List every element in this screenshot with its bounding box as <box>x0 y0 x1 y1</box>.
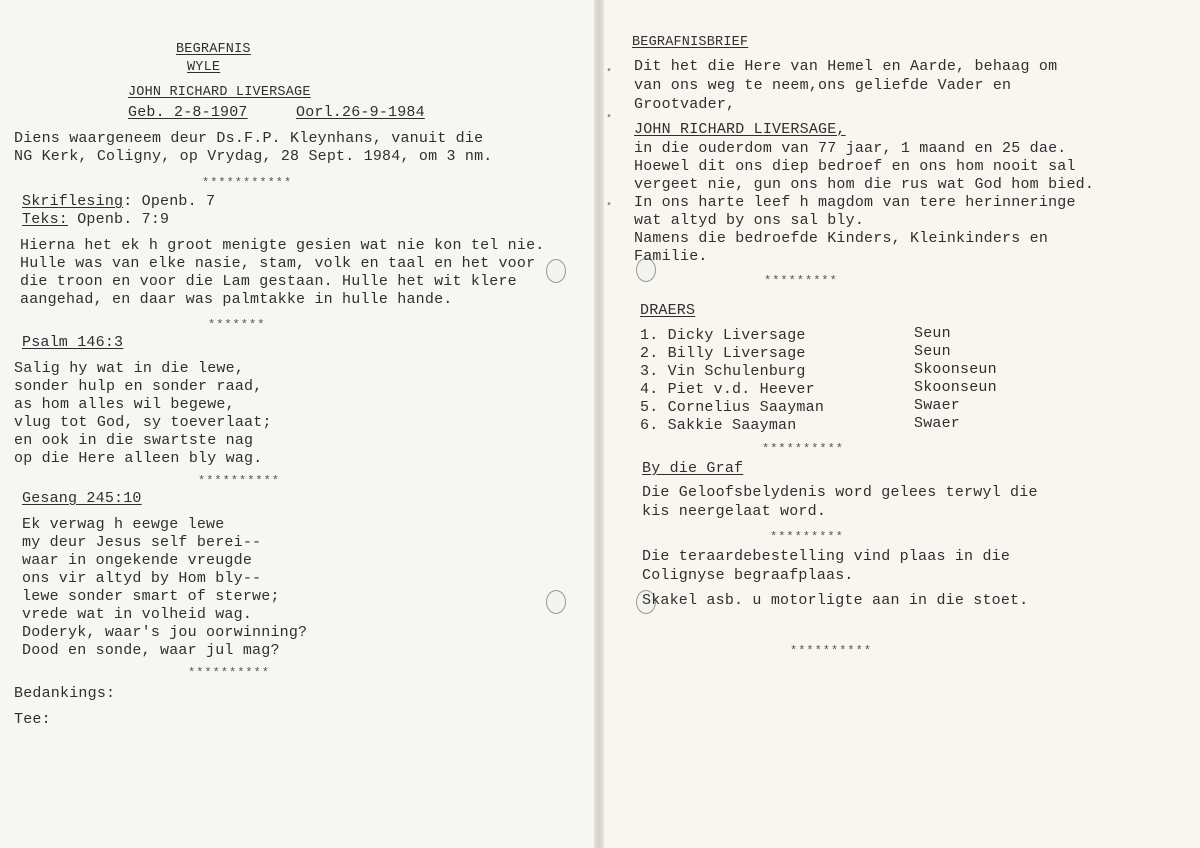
bearer-name: 5. Cornelius Saayman <box>640 399 825 416</box>
reading-value: : Openb. 7 <box>123 193 216 210</box>
deceased-name-right: JOHN RICHARD LIVERSAGE, <box>634 121 846 138</box>
text-label: Teks: <box>22 211 69 228</box>
margin-mark: • <box>606 200 613 211</box>
psalm-line: vlug tot God, sy toeverlaat; <box>14 414 272 431</box>
verse-line: Hulle was van elke nasie, stam, volk en taal en het voor <box>20 255 536 272</box>
gesang-line: ons vir altyd by Hom bly-- <box>22 570 262 587</box>
grave-line: kis neergelaat word. <box>642 503 827 520</box>
divider: ********** <box>188 666 271 680</box>
letter-heading: BEGRAFNISBRIEF <box>632 35 749 50</box>
psalm-line: as hom alles wil begewe, <box>14 396 235 413</box>
divider: *********** <box>202 176 293 190</box>
reading-label: Skriflesing <box>22 193 124 210</box>
gesang-line: my deur Jesus self berei-- <box>22 534 262 551</box>
tea-label: Tee: <box>14 711 51 728</box>
divider: ********** <box>762 442 845 456</box>
body-line: wat altyd by ons sal bly. <box>634 212 865 229</box>
bearer-relation: Seun <box>914 325 951 342</box>
thanks-label: Bedankings: <box>14 685 116 702</box>
deceased-name: JOHN RICHARD LIVERSAGE <box>128 85 311 100</box>
gesang-line: vrede wat in volheid wag. <box>22 606 253 623</box>
verse-line: die troon en voor die Lam gestaan. Hulle het wit klere <box>20 273 517 290</box>
bearer-name: 1. Dicky Liversage <box>640 327 806 344</box>
divider: ********* <box>770 530 844 544</box>
margin-mark: • <box>606 66 613 77</box>
sermon-text <box>22 211 169 229</box>
bearer-relation: Swaer <box>914 397 961 414</box>
birth-date: Geb. 2-8-1907 <box>128 104 248 121</box>
bearer-name: 2. Billy Liversage <box>640 345 806 362</box>
bearer-relation: Swaer <box>914 415 961 432</box>
gesang-title: Gesang 245:10 <box>22 490 142 507</box>
gesang-line: Doderyk, waar's jou oorwinning? <box>22 624 308 641</box>
scripture-reading <box>22 193 215 211</box>
body-line: vergeet nie, gun ons hom die rus wat God hom bied. <box>634 176 1095 193</box>
psalm-line: Salig hy wat in die lewe, <box>14 360 245 377</box>
bearer-name: 6. Sakkie Saayman <box>640 417 797 434</box>
psalm-line: en ook in die swartste nag <box>14 432 254 449</box>
punch-hole <box>546 590 566 614</box>
body-line: Familie. <box>634 248 708 265</box>
margin-mark: • <box>606 112 613 123</box>
heading-wyle: WYLE <box>187 60 221 75</box>
body-line: Hoewel dit ons diep bedroef en ons hom nooit sal <box>634 158 1076 175</box>
intro-line: Grootvader, <box>634 96 736 113</box>
service-line-1: Diens waargeneem deur Ds.F.P. Kleynhans, vanuit die <box>14 130 484 147</box>
psalm-title: Psalm 146:3 <box>22 334 124 351</box>
grave-line: Die Geloofsbelydenis word gelees terwyl die <box>642 484 1038 501</box>
verse-line: aangehad, en daar was palmtakke in hulle hande. <box>20 291 453 308</box>
page-fold <box>594 0 604 848</box>
gesang-line: Dood en sonde, waar jul mag? <box>22 642 280 659</box>
divider: ******* <box>208 318 266 332</box>
heading-begrafnis: BEGRAFNIS <box>176 42 251 57</box>
bearer-name: 3. Vin Schulenburg <box>640 363 806 380</box>
burial-line: Colignyse begraafplaas. <box>642 567 854 584</box>
intro-line: van ons weg te neem,ons geliefde Vader en <box>634 77 1012 94</box>
gesang-line: waar in ongekende vreugde <box>22 552 253 569</box>
burial-line: Die teraardebestelling vind plaas in die <box>642 548 1011 565</box>
bearer-name: 4. Piet v.d. Heever <box>640 381 815 398</box>
car-lights-note: Skakel asb. u motorligte aan in die stoet. <box>642 592 1029 609</box>
bearers-title: DRAERS <box>640 302 696 319</box>
bearer-relation: Skoonseun <box>914 379 997 396</box>
gesang-line: lewe sonder smart of sterwe; <box>22 588 280 605</box>
body-line: In ons harte leef h magdom van tere herinneringe <box>634 194 1076 211</box>
body-line: Namens die bedroefde Kinders, Kleinkinders en <box>634 230 1049 247</box>
service-line-2: NG Kerk, Coligny, op Vrydag, 28 Sept. 1984, om 3 nm. <box>14 148 493 165</box>
punch-hole <box>546 259 566 283</box>
psalm-line: op die Here alleen bly wag. <box>14 450 263 467</box>
intro-line: Dit het die Here van Hemel en Aarde, behaag om <box>634 58 1058 75</box>
death-date: Oorl.26-9-1984 <box>296 104 425 121</box>
bearer-relation: Seun <box>914 343 951 360</box>
grave-title: By die Graf <box>642 460 744 477</box>
bearer-relation: Skoonseun <box>914 361 997 378</box>
divider: ********** <box>790 644 873 658</box>
divider: ********** <box>198 474 281 488</box>
psalm-line: sonder hulp en sonder raad, <box>14 378 263 395</box>
gesang-line: Ek verwag h eewge lewe <box>22 516 225 533</box>
divider: ********* <box>764 274 838 288</box>
body-line: in die ouderdom van 77 jaar, 1 maand en 25 dae. <box>634 140 1067 157</box>
verse-line: Hierna het ek h groot menigte gesien wat nie kon tel nie. <box>20 237 545 254</box>
text-value: Openb. 7:9 <box>68 211 170 228</box>
